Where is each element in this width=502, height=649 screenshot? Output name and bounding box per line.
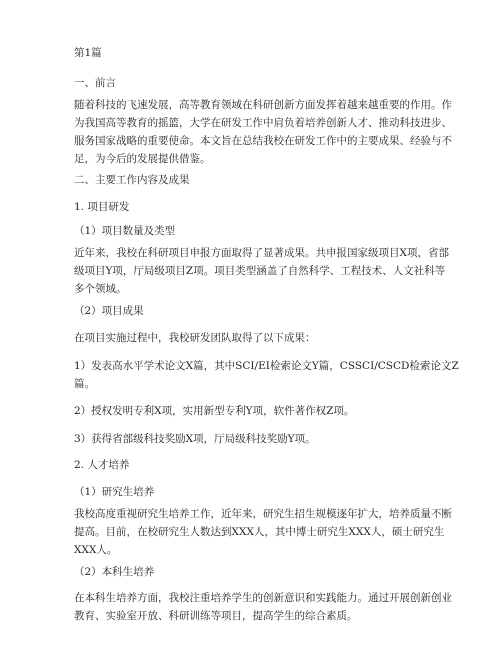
paragraph-line: 近年来，我校在科研项目申报方面取得了显著成果。共申报国家级项目X项，省部 — [74, 247, 449, 259]
item1-title: 1. 项目研发 — [74, 201, 130, 213]
project-count-paragraph — [74, 244, 449, 298]
preface-line: 随着科技的飞速发展，高等教育领域在科研创新方面发挥着越来越重要的作用。作 — [74, 99, 452, 111]
result-line: 2）授权发明专利X项，实用新型专利Y项，软件著作权Z项。 — [74, 405, 355, 417]
result-item-papers — [74, 357, 459, 393]
result-line: 3）获得省部级科技奖励X项，厅局级科技奖励Y项。 — [74, 433, 316, 445]
paragraph-line: 教育、实验室开放、科研训练等项目，提高学生的综合素质。 — [74, 610, 358, 622]
subheading-undergraduate — [74, 563, 434, 581]
sub2-1-title: （1）研究生培养 — [74, 486, 155, 498]
section2-title: 二、主要工作内容及成果 — [74, 174, 190, 186]
subheading-project-results — [74, 302, 434, 320]
subheading-project-count — [74, 222, 434, 240]
graduate-paragraph — [74, 505, 452, 559]
intro-line: 在项目实施过程中，我校研发团队取得了以下成果： — [74, 332, 316, 344]
result-item-patents — [74, 402, 434, 420]
paragraph-line: 在本科生培养方面，我校注重培养学生的创新意识和实践能力。通过开展创新创业 — [74, 592, 452, 604]
paragraph-line: 多个领域。 — [74, 283, 127, 295]
section1-title: 一、前言 — [74, 77, 116, 89]
document-header — [74, 44, 434, 62]
preface-line: 服务国家战略的重要使命。本文旨在总结我校在研发工作中的主要成果、经验与不 — [74, 135, 452, 147]
project-results-intro — [74, 329, 434, 347]
section-heading-main-work — [74, 171, 434, 189]
preface-line: 为我国高等教育的摇篮，大学在研发工作中肩负着培养创新人才、推动科技进步、 — [74, 117, 452, 129]
paragraph-line: 提高。目前，在校研究生人数达到XXX人，其中博士研究生XXX人，硕士研究生 — [74, 526, 445, 538]
preface-paragraph — [74, 96, 452, 168]
subheading-graduate — [74, 483, 434, 501]
section-heading-preface — [74, 74, 434, 92]
header-text: 第1篇 — [74, 47, 102, 59]
preface-line: 足，为今后的发展提供借鉴。 — [74, 153, 211, 165]
paragraph-line: 我校高度重视研究生培养工作，近年来，研究生招生规模逐年扩大，培养质量不断 — [74, 508, 452, 520]
result-line: 篇。 — [74, 378, 95, 390]
result-item-awards — [74, 430, 434, 448]
item2-title: 2. 人才培养 — [74, 459, 130, 471]
item-heading-talent — [74, 456, 434, 474]
sub1-1-title: （1）项目数量及类型 — [74, 225, 176, 237]
item-heading-project — [74, 198, 434, 216]
paragraph-line: 级项目Y项，厅局级项目Z项。项目类型涵盖了自然科学、工程技术、人文社科等 — [74, 265, 446, 277]
result-line: 1）发表高水平学术论文X篇，其中SCI/EI检索论文Y篇，CSSCI/CSCD检索论文Z — [74, 360, 459, 372]
sub1-2-title: （2）项目成果 — [74, 305, 144, 317]
paragraph-line: XXX人。 — [74, 544, 118, 556]
undergraduate-paragraph — [74, 589, 452, 625]
sub2-2-title: （2）本科生培养 — [74, 566, 155, 578]
